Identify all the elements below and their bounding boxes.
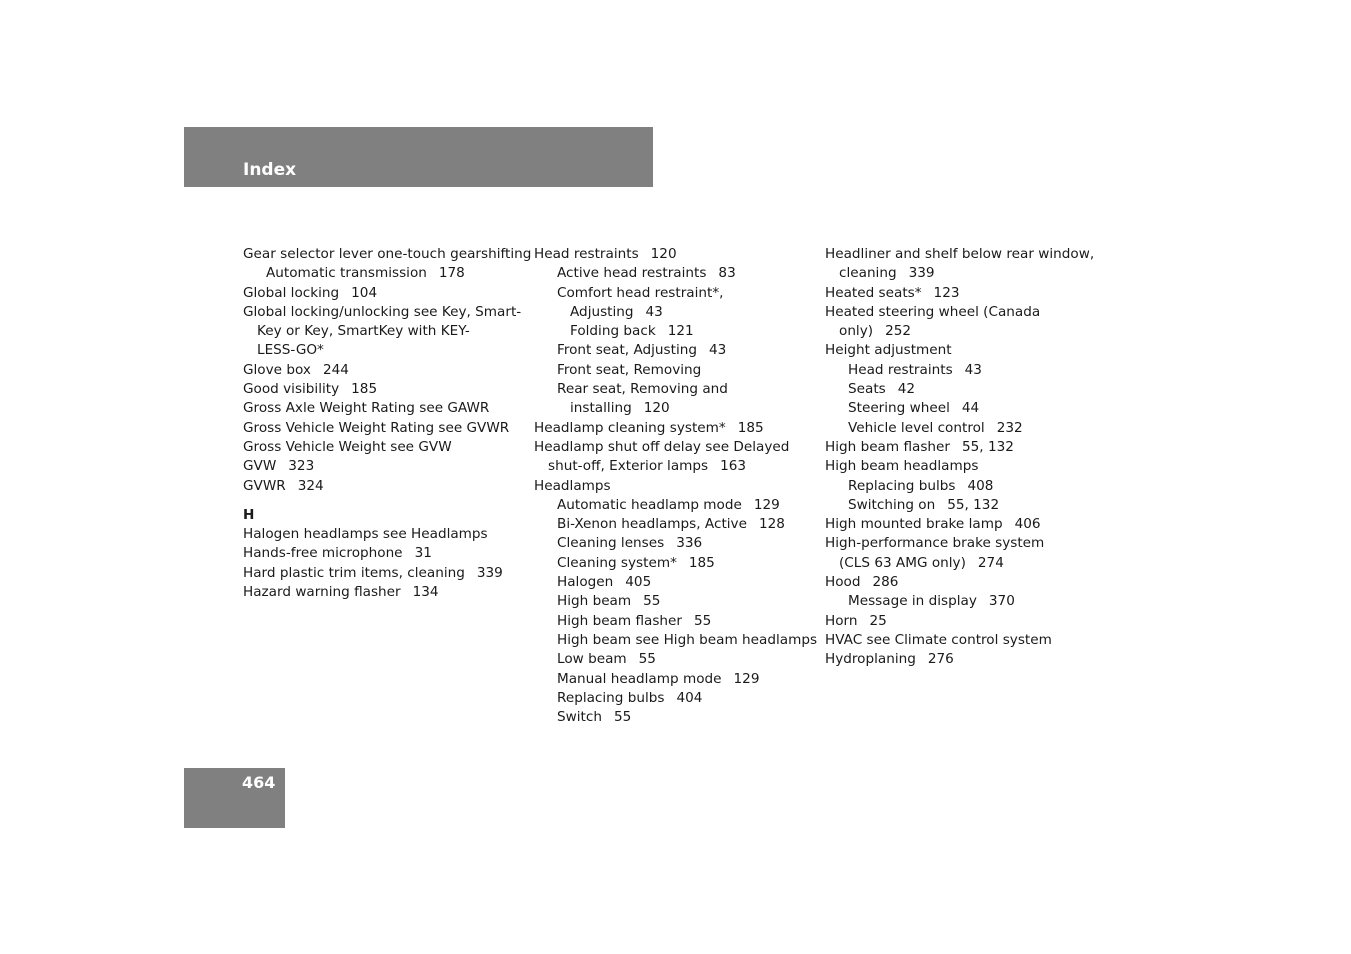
index-entry-text: Hydroplaning	[825, 651, 916, 668]
index-entry-text: Good visibility	[243, 381, 340, 398]
index-entry	[534, 515, 819, 534]
index-entry	[243, 525, 528, 544]
index-entry	[243, 438, 528, 457]
index-entry-text: Adjusting	[570, 303, 634, 320]
index-entry	[534, 419, 819, 438]
index-entry-text: Halogen	[557, 574, 614, 591]
index-entry	[534, 554, 819, 573]
index-entry-page: 339	[476, 564, 503, 581]
index-entry	[243, 303, 528, 322]
index-entry	[534, 534, 819, 553]
index-entry	[825, 399, 1115, 418]
page-number-box	[184, 768, 285, 828]
index-entry-text: Seats	[848, 381, 886, 398]
index-entry	[534, 650, 819, 669]
page-title: Index	[243, 160, 297, 180]
index-entry-text: Gross Vehicle Weight see GVW	[243, 438, 452, 455]
index-entry-page: 370	[988, 593, 1015, 610]
index-entry-page: 232	[996, 419, 1023, 436]
index-entry-text: Comfort head restraint*,	[557, 284, 724, 301]
index-entry-page: 120	[650, 246, 677, 262]
index-entry	[825, 322, 1115, 341]
index-entry-page: 185	[688, 554, 715, 571]
index-entry	[534, 341, 819, 360]
index-entry	[534, 380, 819, 399]
index-column-2	[534, 245, 819, 727]
index-entry-text: High-performance brake system	[825, 535, 1045, 552]
index-entry	[243, 477, 528, 496]
index-entry-text: Front seat, Removing	[557, 361, 702, 378]
index-entry-page: 185	[351, 381, 378, 398]
index-entry-page: 405	[625, 574, 652, 591]
index-entry-page: 43	[645, 303, 663, 320]
index-entry-text: Hood	[825, 574, 861, 591]
index-entry	[825, 264, 1115, 283]
index-entry	[534, 631, 819, 650]
index-entry-text: installing	[570, 400, 632, 417]
index-entry	[243, 583, 528, 602]
index-entry-text: Message in display	[848, 593, 977, 610]
index-entry	[534, 670, 819, 689]
index-entry-text: High beam flasher	[557, 612, 682, 629]
index-entry	[243, 245, 532, 264]
index-entry-text: Gear selector lever one-touch gearshifting	[243, 246, 532, 262]
index-entry-page: 120	[643, 400, 670, 417]
index-entry-page: 129	[753, 496, 780, 513]
index-entry-page: 274	[977, 554, 1004, 571]
index-entry-page: 404	[676, 689, 703, 706]
index-entry-text: HVAC see Climate control system	[825, 631, 1052, 648]
index-entry	[825, 419, 1115, 438]
index-entry	[534, 708, 819, 727]
index-letter-heading: H	[243, 506, 255, 523]
index-entry-text: Front seat, Adjusting	[557, 342, 697, 359]
index-entry	[825, 592, 1115, 611]
index-entry	[243, 322, 528, 341]
index-entry	[534, 592, 819, 611]
index-entry-page: 44	[961, 400, 980, 417]
index-entry-text: Switch	[557, 709, 602, 726]
index-entry-text: Key or Key, SmartKey with KEY-	[257, 323, 470, 340]
index-entry-text: GVW	[243, 458, 277, 475]
index-entry	[243, 361, 528, 380]
header-bar	[184, 127, 653, 187]
index-entry-text: Replacing bulbs	[848, 477, 956, 494]
index-entry-page: 408	[967, 477, 994, 494]
index-entry	[534, 477, 819, 496]
index-entry-text: Head restraints	[534, 246, 639, 262]
index-entry-page: 336	[676, 535, 703, 552]
index-entry	[825, 284, 1115, 303]
index-entry-text: High beam see High beam headlamps	[557, 631, 818, 648]
index-entry-text: High beam	[557, 593, 632, 610]
index-entry-text: GVWR	[243, 477, 286, 494]
index-entry	[534, 303, 819, 322]
index-entry	[243, 419, 528, 438]
index-entry	[243, 564, 528, 583]
index-entry	[534, 361, 819, 380]
index-entry-text: only)	[839, 323, 874, 340]
index-entry-text: Gross Axle Weight Rating see GAWR	[243, 400, 490, 417]
index-entry-text: Headlamps	[534, 477, 611, 494]
index-entry-page: 43	[964, 361, 982, 378]
index-entry-text: High beam flasher	[825, 438, 950, 455]
index-entry-text: High mounted brake lamp	[825, 516, 1003, 533]
index-entry	[825, 496, 1115, 515]
index-entry-text: Headlamp shut off delay see Delayed	[534, 438, 790, 455]
index-entry-text: Global locking/unlocking see Key, Smart-	[243, 303, 522, 320]
index-entry	[534, 689, 819, 708]
index-entry-text: Height adjustment	[825, 342, 952, 359]
index-entry-page: 123	[933, 284, 960, 301]
index-entry-text: Halogen headlamps see Headlamps	[243, 526, 488, 543]
index-entry	[825, 554, 1115, 573]
index-entry-page: 323	[288, 458, 315, 475]
index-entry	[825, 303, 1115, 322]
index-entry-page: 252	[885, 323, 912, 340]
index-entry-text: Automatic transmission	[266, 265, 427, 282]
index-entry-page: 42	[897, 381, 916, 398]
index-entry-text: Cleaning lenses	[557, 535, 665, 552]
index-entry	[243, 457, 528, 476]
index-entry-text: Heated seats*	[825, 284, 922, 301]
index-entry-text: (CLS 63 AMG only)	[839, 554, 966, 571]
index-entry-text: cleaning	[839, 265, 897, 282]
index-entry	[243, 341, 528, 360]
index-entry-page: 163	[720, 458, 747, 475]
index-entry	[825, 245, 1115, 264]
index-entry-text: Replacing bulbs	[557, 689, 665, 706]
index-entry-text: Cleaning system*	[557, 554, 677, 571]
index-entry-text: Hard plastic trim items, cleaning	[243, 564, 465, 581]
index-entry	[243, 264, 528, 283]
index-entry-text: Switching on	[848, 496, 936, 513]
index-entry-page: 134	[412, 584, 439, 601]
index-entry-page: 129	[733, 670, 760, 687]
index-entry-page: 104	[351, 284, 378, 301]
index-entry-text: Manual headlamp mode	[557, 670, 722, 687]
index-entry-text: Steering wheel	[848, 400, 950, 417]
index-entry-page: 185	[737, 419, 764, 436]
index-entry-page: 121	[667, 323, 694, 340]
index-entry	[534, 322, 819, 341]
index-entry	[243, 284, 528, 303]
index-entry-page: 55, 132	[947, 496, 1000, 513]
index-entry-page: 178	[438, 265, 465, 282]
index-entry-text: Bi-Xenon headlamps, Active	[557, 516, 747, 533]
index-entry	[534, 438, 819, 457]
index-entry	[825, 650, 1115, 669]
index-entry	[825, 534, 1115, 553]
index-entry-text: LESS-GO*	[257, 342, 324, 359]
index-entry	[534, 496, 819, 515]
index-entry-text: Horn	[825, 612, 858, 629]
index-entry-text: Head restraints	[848, 361, 953, 378]
index-entry-page: 55, 132	[962, 438, 1014, 455]
index-entry-text: Rear seat, Removing and	[557, 381, 728, 398]
index-entry-page: 276	[927, 651, 954, 668]
index-entry-page: 286	[872, 574, 899, 591]
index-entry-page: 244	[322, 361, 349, 378]
index-entry	[825, 477, 1115, 496]
index-entry-text: Folding back	[570, 323, 656, 340]
index-entry	[534, 399, 819, 418]
index-entry	[825, 341, 1115, 360]
index-entry-text: Headliner and shelf below rear window,	[825, 246, 1095, 262]
index-entry	[534, 264, 819, 283]
index-entry-page: 55	[643, 593, 661, 610]
index-entry	[243, 380, 528, 399]
index-entry-text: shut-off, Exterior lamps	[548, 458, 709, 475]
index-entry-page: 128	[758, 516, 785, 533]
index-entry	[825, 515, 1115, 534]
index-entry	[534, 245, 819, 264]
index-column-1	[243, 245, 532, 602]
index-entry-text: Headlamp cleaning system*	[534, 419, 726, 436]
index-entry-text: Active head restraints	[557, 265, 707, 282]
index-entry-text: Global locking	[243, 284, 340, 301]
index-entry	[534, 457, 819, 476]
page-number: 464	[242, 773, 276, 792]
index-entry-page: 55	[613, 709, 632, 726]
index-entry-text: Low beam	[557, 651, 627, 668]
index-entry	[825, 457, 1115, 476]
index-entry-page: 324	[297, 477, 324, 494]
index-entry-page: 55	[638, 651, 656, 668]
index-entry	[825, 631, 1115, 650]
index-entry	[825, 380, 1115, 399]
index-entry	[534, 573, 819, 592]
index-entry	[243, 544, 528, 563]
index-entry-page: 31	[414, 545, 432, 562]
index-entry	[825, 438, 1115, 457]
index-entry-text: Glove box	[243, 361, 311, 378]
index-entry-page: 406	[1014, 516, 1041, 533]
index-entry-page: 83	[718, 265, 736, 282]
index-entry-page: 43	[708, 342, 727, 359]
index-entry-page: 55	[694, 612, 712, 629]
index-entry-text: Vehicle level control	[848, 419, 985, 436]
index-entry-text: Heated steering wheel (Canada	[825, 303, 1041, 320]
index-entry-text: Hazard warning flasher	[243, 584, 401, 601]
index-column-3	[825, 245, 1115, 670]
index-entry	[534, 284, 819, 303]
index-entry-text: Gross Vehicle Weight Rating see GVWR	[243, 419, 510, 436]
index-entry-text: High beam headlamps	[825, 458, 979, 475]
index-entry	[534, 612, 819, 631]
index-entry-page: 339	[908, 265, 935, 282]
index-entry	[243, 399, 528, 418]
index-entry	[825, 361, 1115, 380]
index-entry-text: Hands-free microphone	[243, 545, 403, 562]
index-entry	[825, 573, 1115, 592]
index-entry	[825, 612, 1115, 631]
index-entry-page: 25	[869, 612, 887, 629]
index-entry-text: Automatic headlamp mode	[557, 496, 742, 513]
